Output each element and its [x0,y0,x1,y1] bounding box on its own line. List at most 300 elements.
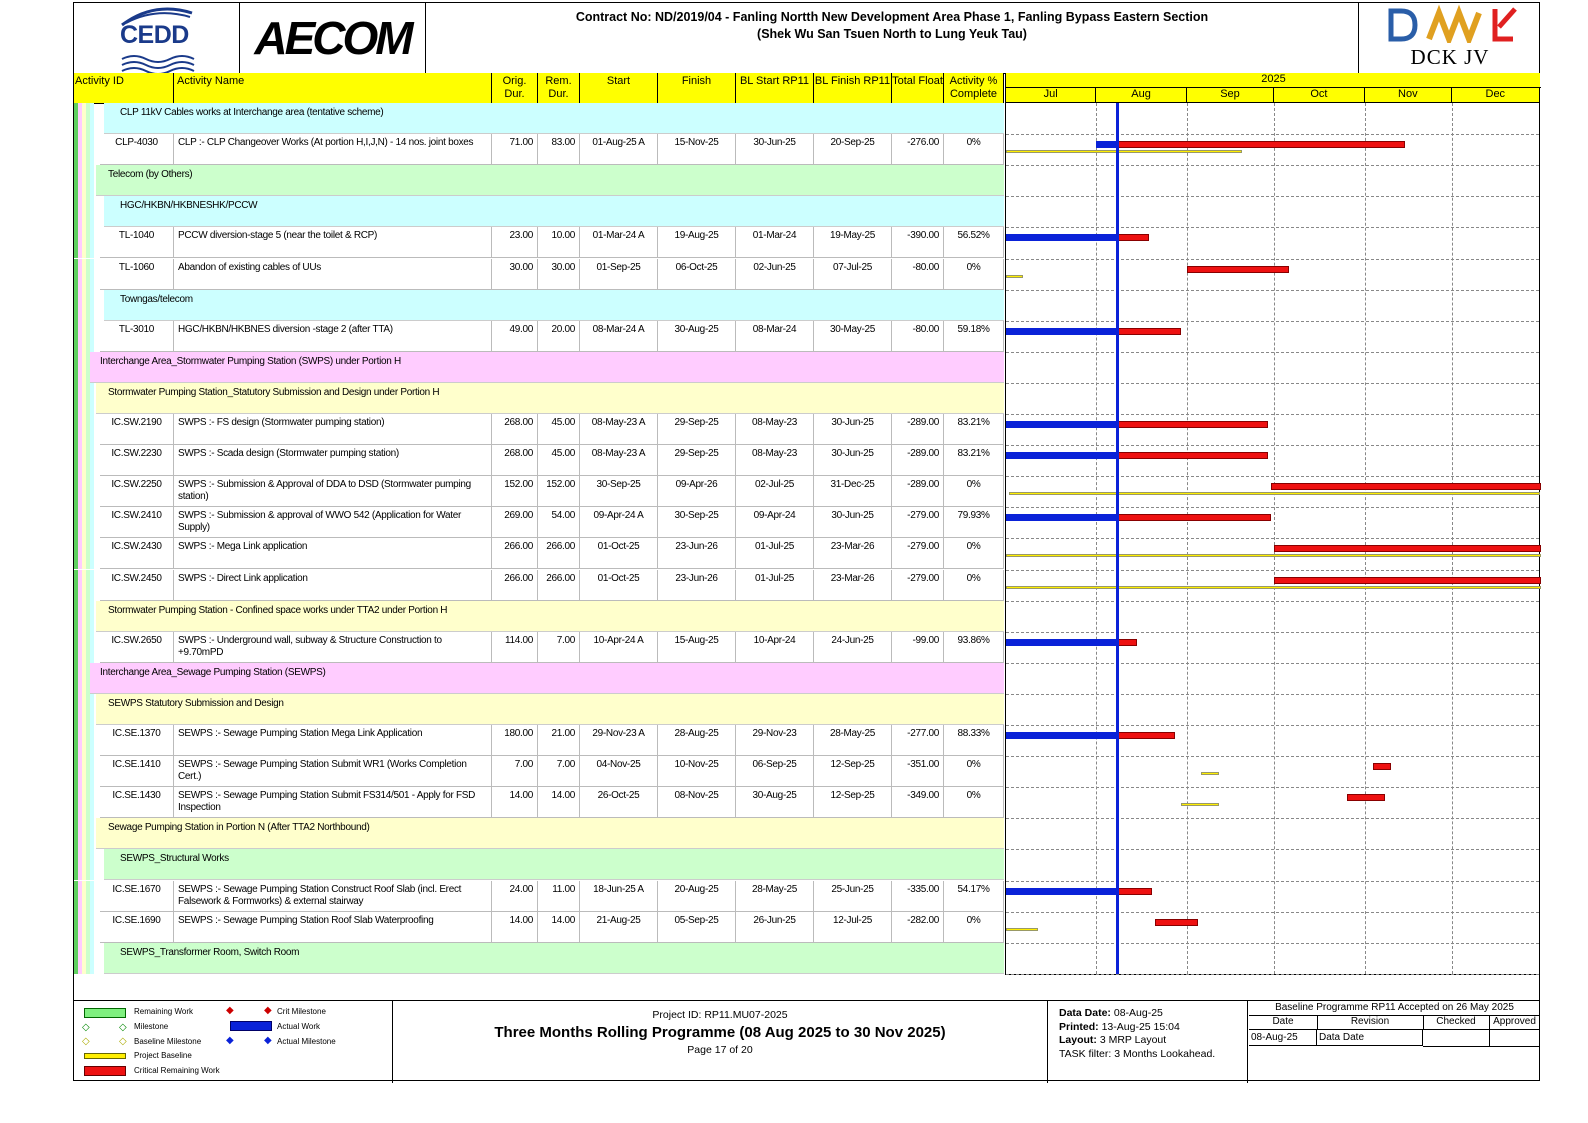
gantt-row-divider [1006,632,1539,633]
gantt-row-divider [1006,849,1539,850]
activity-id: TL-3010 [100,321,174,352]
critical-remaining-bar[interactable] [1187,266,1289,273]
layout-label: Layout: [1059,1034,1097,1046]
activity-rem: 30.00 [538,259,580,290]
activity-pct: 0% [944,787,1004,818]
activity-table [74,103,1004,975]
crit-milestone-icon: ◆ [264,1005,272,1016]
activity-orig: 266.00 [492,538,538,569]
dck-logo-text: DCK JV [1410,45,1490,69]
timescale-months [1006,87,1541,103]
rev-description: Data Date [1317,1030,1423,1046]
baseline-milestone-icon: ◇ [82,1036,90,1047]
wbs-group-label: SEWPS Statutory Submission and Design [96,694,1004,725]
activity-pct: 79.93% [944,507,1004,538]
col-activity-name[interactable]: Activity Name [174,73,492,103]
activity-start: 29-Nov-23 A [580,725,658,756]
activity-finish: 29-Sep-25 [658,445,736,476]
activity-rem: 21.00 [538,725,580,756]
activity-row[interactable] [74,476,1004,507]
activity-name: SWPS :- FS design (Stormwater pumping station) [174,414,492,445]
activity-id: IC.SE.1370 [100,725,174,756]
activity-pct: 0% [944,912,1004,943]
activity-name: SEWPS :- Sewage Pumping Station Submit WR1 (Works Completion Cert.) [174,756,492,787]
actual-work-swatch [230,1021,272,1031]
activity-id: IC.SW.2190 [100,414,174,445]
wbs-stripe [90,290,94,321]
gantt-row-divider [1006,383,1539,384]
wbs-group-label: SEWPS_Structural Works [104,849,1004,880]
activity-bl-start: 08-May-23 [736,445,814,476]
wbs-group-row [74,818,1004,849]
activity-row[interactable] [74,321,1004,352]
project-baseline-bar[interactable] [1181,803,1219,806]
activity-name: SEWPS :- Sewage Pumping Station Mega Link Application [174,725,492,756]
cedd-logo-text: CEDD [120,21,189,49]
activity-name: CLP :- CLP Changeover Works (At portion H,I,J,N) - 14 nos. joint boxes [174,134,492,165]
activity-float: -282.00 [892,912,944,943]
activity-bl-start: 06-Sep-25 [736,756,814,787]
activity-start: 21-Aug-25 [580,912,658,943]
activity-bl-start: 01-Jul-25 [736,538,814,569]
activity-start: 10-Apr-24 A [580,632,658,663]
activity-row[interactable] [74,259,1004,290]
gantt-row-divider [1006,694,1539,695]
activity-finish: 09-Apr-26 [658,476,736,507]
activity-rem: 14.00 [538,787,580,818]
activity-float: -99.00 [892,632,944,663]
activity-float: -289.00 [892,414,944,445]
legend-actual-work: Actual Work [277,1022,320,1031]
activity-finish: 30-Aug-25 [658,321,736,352]
activity-row[interactable] [74,787,1004,818]
aecom-logo-text: AECOM [254,12,411,64]
gantt-row-divider [1006,974,1539,975]
gantt-row-divider [1006,165,1539,166]
activity-row[interactable] [74,414,1004,445]
activity-orig: 24.00 [492,881,538,912]
wbs-group-label: CLP 11kV Cables works at Interchange area (tentative scheme) [104,103,1004,134]
gantt-row-divider [1006,414,1539,415]
critical-remaining-bar[interactable] [1117,421,1269,428]
activity-finish: 23-Jun-26 [658,538,736,569]
contract-title-line1: Contract No: ND/2019/04 - Fanling Nortth New Development Area Phase 1, Fanling Bypass Eastern Section [575,10,1209,24]
activity-row[interactable] [74,134,1004,165]
project-baseline-bar[interactable] [1006,554,1541,557]
activity-id: IC.SW.2410 [100,507,174,538]
activity-name: SWPS :- Underground wall, subway & Structure Construction to +9.70mPD [174,632,492,663]
activity-orig: 49.00 [492,321,538,352]
timescale-month: Dec [1452,87,1539,103]
gantt-row-divider [1006,663,1539,664]
timescale-month: Nov [1365,87,1452,103]
activity-finish: 05-Sep-25 [658,912,736,943]
timescale-month: Sep [1187,87,1274,103]
wbs-group-row [74,694,1004,725]
activity-orig: 269.00 [492,507,538,538]
activity-id: IC.SW.2650 [100,632,174,663]
wbs-group-label: Interchange Area_Stormwater Pumping Station (SWPS) under Portion H [90,352,1004,383]
col-activity-id[interactable]: Activity ID [74,73,174,103]
activity-bl-finish: 30-Jun-25 [814,445,892,476]
activity-pct: 0% [944,538,1004,569]
activity-rem: 45.00 [538,445,580,476]
actual-work-bar[interactable] [1006,514,1117,521]
page-header [74,3,1540,74]
revision-block [1249,1001,1540,1083]
activity-pct: 93.86% [944,632,1004,663]
critical-remaining-bar[interactable] [1117,639,1137,646]
activity-row[interactable] [74,507,1004,538]
activity-bl-finish: 20-Sep-25 [814,134,892,165]
wbs-stripe [90,259,94,290]
activity-id: IC.SW.2250 [100,476,174,507]
gantt-row-divider [1006,321,1539,322]
critical-remaining-bar[interactable] [1117,328,1181,335]
activity-bl-start: 10-Apr-24 [736,632,814,663]
activity-float: -289.00 [892,445,944,476]
wbs-group-label: Stormwater Pumping Station - Confined space works under TTA2 under Portion H [96,601,1004,632]
activity-float: -349.00 [892,787,944,818]
activity-float: -390.00 [892,227,944,258]
rev-checked [1423,1030,1490,1047]
activity-rem: 266.00 [538,570,580,601]
col-start[interactable]: Start [580,73,658,103]
wbs-stripe [90,538,94,569]
wbs-stripe [90,725,94,756]
wbs-group-label: Sewage Pumping Station in Portion N (After TTA2 Northbound) [96,818,1004,849]
activity-bl-finish: 07-Jul-25 [814,259,892,290]
column-header [74,73,1004,104]
data-date-line [1116,103,1119,974]
activity-float: -351.00 [892,756,944,787]
activity-id: IC.SW.2430 [100,538,174,569]
wbs-stripe [90,787,94,818]
activity-id: IC.SW.2450 [100,570,174,601]
activity-pct: 0% [944,570,1004,601]
legend-project-baseline: Project Baseline [134,1051,192,1060]
actual-work-bar[interactable] [1006,639,1117,646]
footer-info [1048,1001,1248,1083]
activity-finish: 06-Oct-25 [658,259,736,290]
critical-remaining-bar[interactable] [1274,577,1541,584]
activity-pct: 59.18% [944,321,1004,352]
wbs-group-row [74,663,1004,694]
wbs-stripe [90,134,94,165]
critical-remaining-bar[interactable] [1274,545,1541,552]
wbs-group-row [74,849,1004,880]
printed-date: 13-Aug-25 15:04 [1101,1020,1180,1033]
activity-bl-finish: 25-Jun-25 [814,881,892,912]
wbs-group-label: Telecom (by Others) [96,165,1004,196]
page-number: Page 17 of 20 [687,1044,753,1056]
critical-remaining-bar[interactable] [1117,514,1272,521]
wbs-stripe [90,383,94,414]
activity-orig: 268.00 [492,414,538,445]
wbs-group-label: HGC/HKBN/HKBNESHK/PCCW [104,196,1004,227]
activity-orig: 14.00 [492,912,538,943]
activity-finish: 08-Nov-25 [658,787,736,818]
activity-rem: 7.00 [538,756,580,787]
legend-baseline-milestone: Baseline Milestone [134,1037,202,1046]
wbs-group-row [74,352,1004,383]
activity-bl-start: 08-Mar-24 [736,321,814,352]
rev-date: 08-Aug-25 [1249,1030,1317,1046]
activity-row[interactable] [74,570,1004,601]
wbs-stripe [90,694,94,725]
wbs-group-label: Towngas/telecom [104,290,1004,321]
actual-work-bar[interactable] [1006,452,1117,459]
activity-row[interactable] [74,445,1004,476]
activity-pct: 0% [944,134,1004,165]
activity-finish: 10-Nov-25 [658,756,736,787]
activity-start: 08-May-23 A [580,445,658,476]
wbs-stripe [90,165,94,196]
gantt-row-divider [1006,476,1539,477]
activity-finish: 19-Aug-25 [658,227,736,258]
activity-pct: 0% [944,476,1004,507]
activity-bl-start: 30-Jun-25 [736,134,814,165]
activity-row[interactable] [74,912,1004,943]
activity-bl-start: 02-Jul-25 [736,476,814,507]
wbs-stripe [90,849,94,880]
activity-float: -335.00 [892,881,944,912]
activity-bl-start: 08-May-23 [736,414,814,445]
activity-bl-finish: 28-May-25 [814,725,892,756]
gantt-row-divider [1006,601,1539,602]
critical-remaining-bar[interactable] [1373,763,1390,770]
activity-row[interactable] [74,538,1004,569]
wbs-stripe [90,756,94,787]
critical-remaining-bar[interactable] [1271,483,1541,490]
col-orig-dur[interactable]: Orig. Dur. [492,73,538,103]
activity-float: -279.00 [892,570,944,601]
project-baseline-bar[interactable] [1006,928,1038,931]
critical-remaining-work-swatch [84,1066,126,1076]
wbs-stripe [90,943,94,974]
critical-remaining-bar[interactable] [1347,794,1385,801]
activity-bl-start: 26-Jun-25 [736,912,814,943]
gantt-row-divider [1006,943,1539,944]
gantt-timescale [1005,73,1540,103]
wbs-stripe [90,881,94,912]
wbs-group-label: Interchange Area_Sewage Pumping Station (SEWPS) [90,663,1004,694]
activity-name: HGC/HKBN/HKBNES diversion -stage 2 (after TTA) [174,321,492,352]
gantt-row-divider [1006,912,1539,913]
activity-finish: 28-Aug-25 [658,725,736,756]
col-bl-finish[interactable]: BL Finish RP11 [814,73,892,103]
activity-orig: 14.00 [492,787,538,818]
wbs-group-row [74,601,1004,632]
activity-pct: 0% [944,259,1004,290]
activity-rem: 83.00 [538,134,580,165]
activity-orig: 23.00 [492,227,538,258]
programme-title: Three Months Rolling Programme (08 Aug 2025 to 30 Nov 2025) [494,1024,946,1041]
activity-orig: 30.00 [492,259,538,290]
activity-bl-finish: 30-May-25 [814,321,892,352]
critical-remaining-bar[interactable] [1117,234,1149,241]
activity-rem: 10.00 [538,227,580,258]
actual-work-bar[interactable] [1006,328,1117,335]
timescale-month: Oct [1274,87,1364,103]
activity-bl-start: 02-Jun-25 [736,259,814,290]
activity-finish: 23-Jun-26 [658,570,736,601]
col-bl-start[interactable]: BL Start RP11 [736,73,814,103]
wbs-group-row [74,165,1004,196]
crit-milestone-icon: ◆ [226,1005,234,1016]
activity-name: Abandon of existing cables of UUs [174,259,492,290]
legend-critical-remaining-work: Critical Remaining Work [134,1066,220,1075]
activity-row[interactable] [74,725,1004,756]
col-rem-dur[interactable]: Rem. Dur. [538,73,580,103]
activity-start: 01-Sep-25 [580,259,658,290]
gantt-chart [1005,103,1540,975]
activity-start: 09-Apr-24 A [580,507,658,538]
wbs-stripe [90,103,94,134]
timescale-month: Jul [1006,87,1096,103]
rev-header-date: Date [1249,1015,1318,1030]
activity-orig: 7.00 [492,756,538,787]
activity-pct: 54.17% [944,881,1004,912]
critical-remaining-bar[interactable] [1117,141,1406,148]
project-baseline-bar[interactable] [1006,150,1242,153]
actual-work-bar[interactable] [1006,421,1117,428]
wbs-group-row [74,383,1004,414]
activity-name: SWPS :- Scada design (Stormwater pumping station) [174,445,492,476]
activity-name: SWPS :- Direct Link application [174,570,492,601]
rev-header-approved: Approved [1489,1015,1540,1030]
activity-orig: 71.00 [492,134,538,165]
activity-name: SEWPS :- Sewage Pumping Station Roof Slab Waterproofing [174,912,492,943]
critical-remaining-bar[interactable] [1155,919,1199,926]
activity-row[interactable] [74,227,1004,258]
activity-start: 08-Mar-24 A [580,321,658,352]
col-total-float[interactable]: Total Float [892,73,944,103]
project-baseline-bar[interactable] [1009,492,1540,495]
activity-float: -289.00 [892,476,944,507]
baseline-title: Baseline Programme RP11 Accepted on 26 May 2025 [1249,1001,1540,1016]
activity-finish: 30-Sep-25 [658,507,736,538]
activity-orig: 268.00 [492,445,538,476]
activity-float: -279.00 [892,507,944,538]
activity-bl-finish: 23-Mar-26 [814,570,892,601]
task-filter: TASK filter: 3 Months Lookahead. [1059,1047,1216,1060]
wbs-group-row [74,943,1004,974]
activity-orig: 266.00 [492,570,538,601]
wbs-stripe [90,570,94,601]
activity-id: IC.SE.1690 [100,912,174,943]
activity-pct: 56.52% [944,227,1004,258]
critical-remaining-bar[interactable] [1117,452,1269,459]
activity-start: 30-Sep-25 [580,476,658,507]
gantt-row-divider [1006,290,1539,291]
programme-page [73,2,1540,1081]
contract-title-line2: (Shek Wu San Tsuen North to Lung Yeuk Tau) [757,27,1027,41]
remaining-work-swatch [84,1008,126,1018]
activity-bl-finish: 19-May-25 [814,227,892,258]
gantt-row-divider [1006,538,1539,539]
activity-bl-finish: 12-Jul-25 [814,912,892,943]
activity-id: TL-1060 [100,259,174,290]
gantt-row-divider [1006,352,1539,353]
activity-start: 08-May-23 A [580,414,658,445]
activity-bl-finish: 31-Dec-25 [814,476,892,507]
activity-bl-start: 01-Mar-24 [736,227,814,258]
activity-bl-finish: 30-Jun-25 [814,507,892,538]
wbs-stripe [90,476,94,507]
rev-approved [1489,1030,1540,1047]
activity-rem: 20.00 [538,321,580,352]
milestone-icon: ◇ [82,1022,90,1033]
data-date: 08-Aug-25 [1113,1007,1163,1019]
project-baseline-bar[interactable] [1006,275,1023,278]
activity-id: TL-1040 [100,227,174,258]
layout-name: 3 MRP Layout [1099,1034,1167,1046]
activity-start: 01-Oct-25 [580,570,658,601]
actual-work-bar[interactable] [1006,888,1117,895]
activity-float: -277.00 [892,725,944,756]
gantt-row-divider [1006,259,1539,260]
project-baseline-bar[interactable] [1006,586,1541,589]
activity-rem: 152.00 [538,476,580,507]
activity-start: 01-Aug-25 A [580,134,658,165]
project-baseline-bar[interactable] [1201,772,1218,775]
gantt-row-divider [1006,445,1539,446]
actual-work-bar[interactable] [1006,234,1117,241]
critical-remaining-bar[interactable] [1117,888,1152,895]
critical-remaining-bar[interactable] [1117,732,1175,739]
activity-bl-start: 09-Apr-24 [736,507,814,538]
actual-milestone-icon: ◆ [226,1035,234,1046]
wbs-stripe [90,196,94,227]
aecom-logo [240,3,426,73]
activity-bl-start: 28-May-25 [736,881,814,912]
activity-id: IC.SE.1410 [100,756,174,787]
wbs-group-row [74,290,1004,321]
wbs-stripe [90,414,94,445]
wbs-stripe [90,601,94,632]
footer-title-block [393,1001,1048,1083]
activity-id: IC.SE.1670 [100,881,174,912]
wbs-stripe [90,227,94,258]
actual-work-bar[interactable] [1096,141,1116,148]
legend-crit-milestone: Crit Milestone [277,1007,326,1016]
activity-row[interactable] [74,881,1004,912]
col-finish[interactable]: Finish [658,73,736,103]
cedd-logo [74,3,240,73]
activity-finish: 20-Aug-25 [658,881,736,912]
activity-float: -279.00 [892,538,944,569]
activity-start: 01-Oct-25 [580,538,658,569]
dck-logo-icon [1359,3,1541,43]
timescale-month: Aug [1096,87,1186,103]
activity-bl-start: 01-Jul-25 [736,570,814,601]
wbs-stripe [90,445,94,476]
activity-row[interactable] [74,756,1004,787]
baseline-milestone-icon: ◇ [119,1036,127,1047]
activity-pct: 83.21% [944,445,1004,476]
activity-pct: 0% [944,756,1004,787]
activity-row[interactable] [74,632,1004,663]
wbs-stripe [90,507,94,538]
legend-milestone: Milestone [134,1022,169,1031]
activity-name: SWPS :- Submission & Approval of DDA to DSD (Stormwater pumping station) [174,476,492,507]
col-pct-complete[interactable]: Activity % Complete [944,73,1004,103]
activity-bl-finish: 12-Sep-25 [814,756,892,787]
activity-rem: 14.00 [538,912,580,943]
activity-bl-start: 30-Aug-25 [736,787,814,818]
actual-work-bar[interactable] [1006,732,1117,739]
